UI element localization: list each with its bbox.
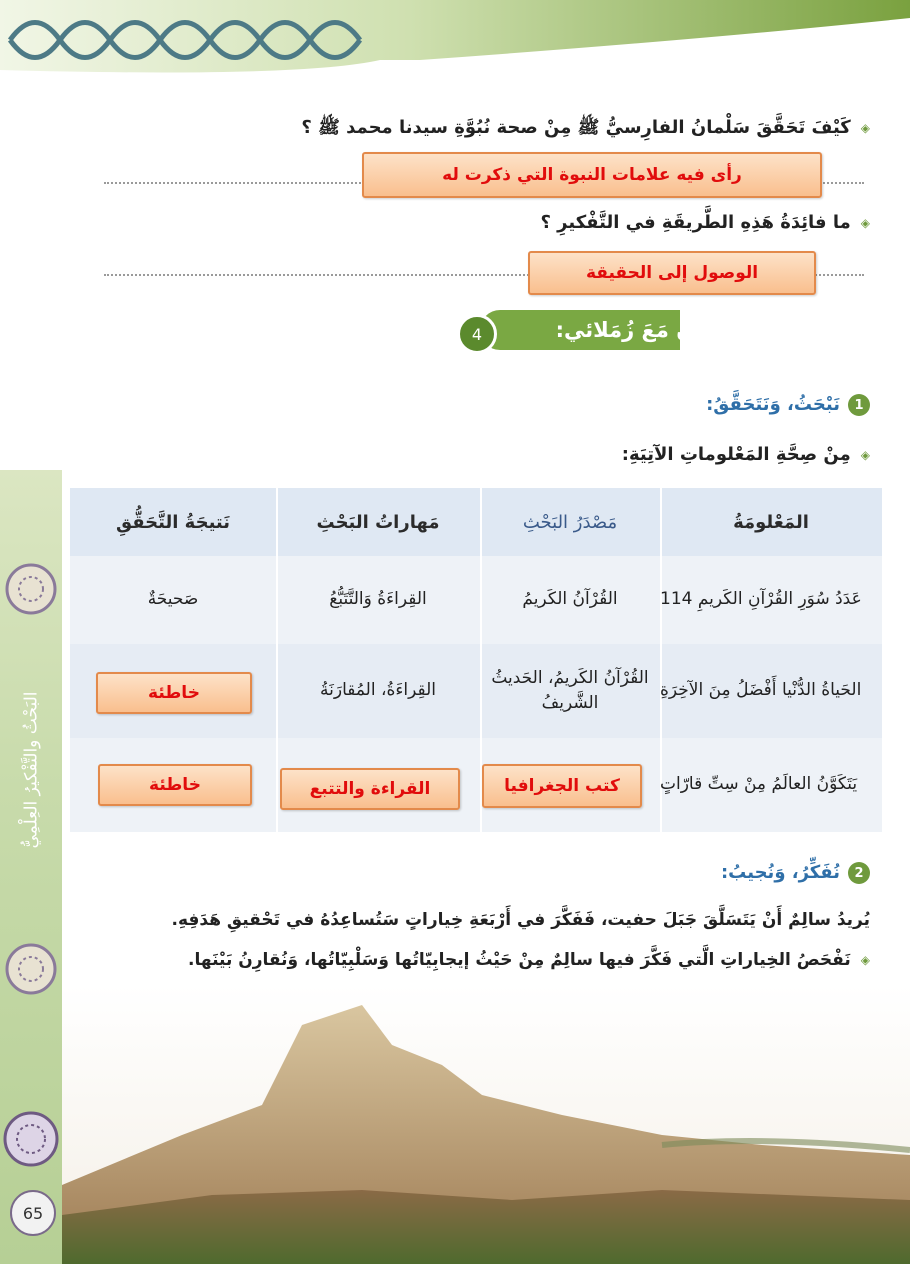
- answer-box-skills-3[interactable]: القراءة والتتبع: [280, 768, 460, 810]
- sidebar-unit-title: البَحْثُ والتَّفْكيرُ العِلْمِيُّ: [21, 691, 42, 849]
- mountain-landscape-image: [62, 985, 910, 1264]
- table-cell-source: القُرْآنُ الكَريمُ: [522, 589, 618, 610]
- part2-heading: 2نُفَكِّرُ، وَنُجيبُ:: [721, 862, 870, 884]
- part2-intro: يُريدُ سالِمٌ أَنْ يَتَسَلَّقَ جَبَلَ حفيت، فَفَكَّرَ في أَرْبَعَةِ خِياراتٍ سَتُساعِدُهُ في تَحْقيقِ هَدَفِهِ.: [171, 910, 870, 930]
- table-header-source: مَصْدَرُ البَحْثِ: [522, 511, 618, 533]
- table-cell-info: عَدَدُ سُوَرِ القُرْآنِ الكَريمِ 114: [660, 589, 862, 610]
- section-title: أَتَعاوَنُ مَعَ زُمَلائي:: [555, 318, 742, 342]
- diamond-bullet-icon: ◈: [860, 216, 870, 230]
- table-header-skills: مَهاراتُ البَحْثِ: [316, 511, 440, 533]
- section-number-badge: 4: [457, 314, 497, 354]
- table-header-result: نَتيجَةُ التَّحَقُّقِ: [115, 511, 231, 533]
- answer-box-result-2[interactable]: خاطئة: [96, 672, 252, 714]
- answer-box-2[interactable]: الوصول إلى الحقيقة: [528, 251, 816, 295]
- sidebar-ornament-icon: [2, 560, 60, 618]
- question-1: ◈كَيْفَ تَحَقَّقَ سَلْمانُ الفارِسيُّ ﷺ مِنْ صحة نُبُوَّةِ سيدنا محمد ﷺ ؟: [301, 117, 870, 138]
- diamond-bullet-icon: ◈: [860, 448, 870, 462]
- page-number: 65: [10, 1190, 56, 1236]
- top-decorative-banner: [0, 0, 910, 78]
- part-number-badge: 2: [848, 862, 870, 884]
- part1-heading: 1نَبْحَثُ، وَنَتَحَقَّقُ:: [706, 394, 870, 416]
- part2-bullet-1: ◈نَفْحَصُ الخِياراتِ الَّتي فَكَّرَ فيها سالِمٌ مِنْ حَيْثُ إيجابِيّاتُها وَسَلْبِيّاتُها، وَنُقارِنُ بَيْنَها.: [188, 950, 870, 970]
- table-cell-skills: القِراءَةُ وَالتَّتَبُّعُ: [329, 589, 427, 610]
- diamond-bullet-icon: ◈: [860, 121, 870, 135]
- table-cell-result: صَحيحَةٌ: [147, 589, 199, 610]
- question-2: ◈ما فائِدَةُ هَذِهِ الطَّريقَةِ في التَّفْكيرِ ؟: [540, 212, 870, 233]
- part-number-badge: 1: [848, 394, 870, 416]
- table-header-info: المَعْلومَةُ: [733, 511, 809, 533]
- table-cell-info: يَتَكَوَّنُ العالَمُ مِنْ سِتِّ قارّاتٍ: [660, 774, 858, 795]
- answer-box-result-3[interactable]: خاطئة: [98, 764, 252, 806]
- verification-table: [70, 488, 882, 832]
- table-cell-skills: القِراءَةُ، المُقارَنَةُ: [320, 680, 436, 701]
- sidebar-medallion-icon: [2, 1110, 60, 1168]
- part1-instruction: ◈مِنْ صِحَّةِ المَعْلوماتِ الآتِيَةِ:: [621, 444, 870, 465]
- table-cell-info: الحَياةُ الدُّنْيا أَفْضَلُ مِنَ الآخِرَةِ: [660, 680, 862, 701]
- diamond-bullet-icon: ◈: [860, 953, 870, 967]
- answer-box-1[interactable]: رأى فيه علامات النبوة التي ذكرت له: [362, 152, 822, 198]
- answer-box-source-3[interactable]: كتب الجغرافيا: [482, 764, 642, 808]
- table-cell-source: القُرْآنُ الكَريمُ، الحَديثُ الشَّريفُ: [491, 667, 649, 713]
